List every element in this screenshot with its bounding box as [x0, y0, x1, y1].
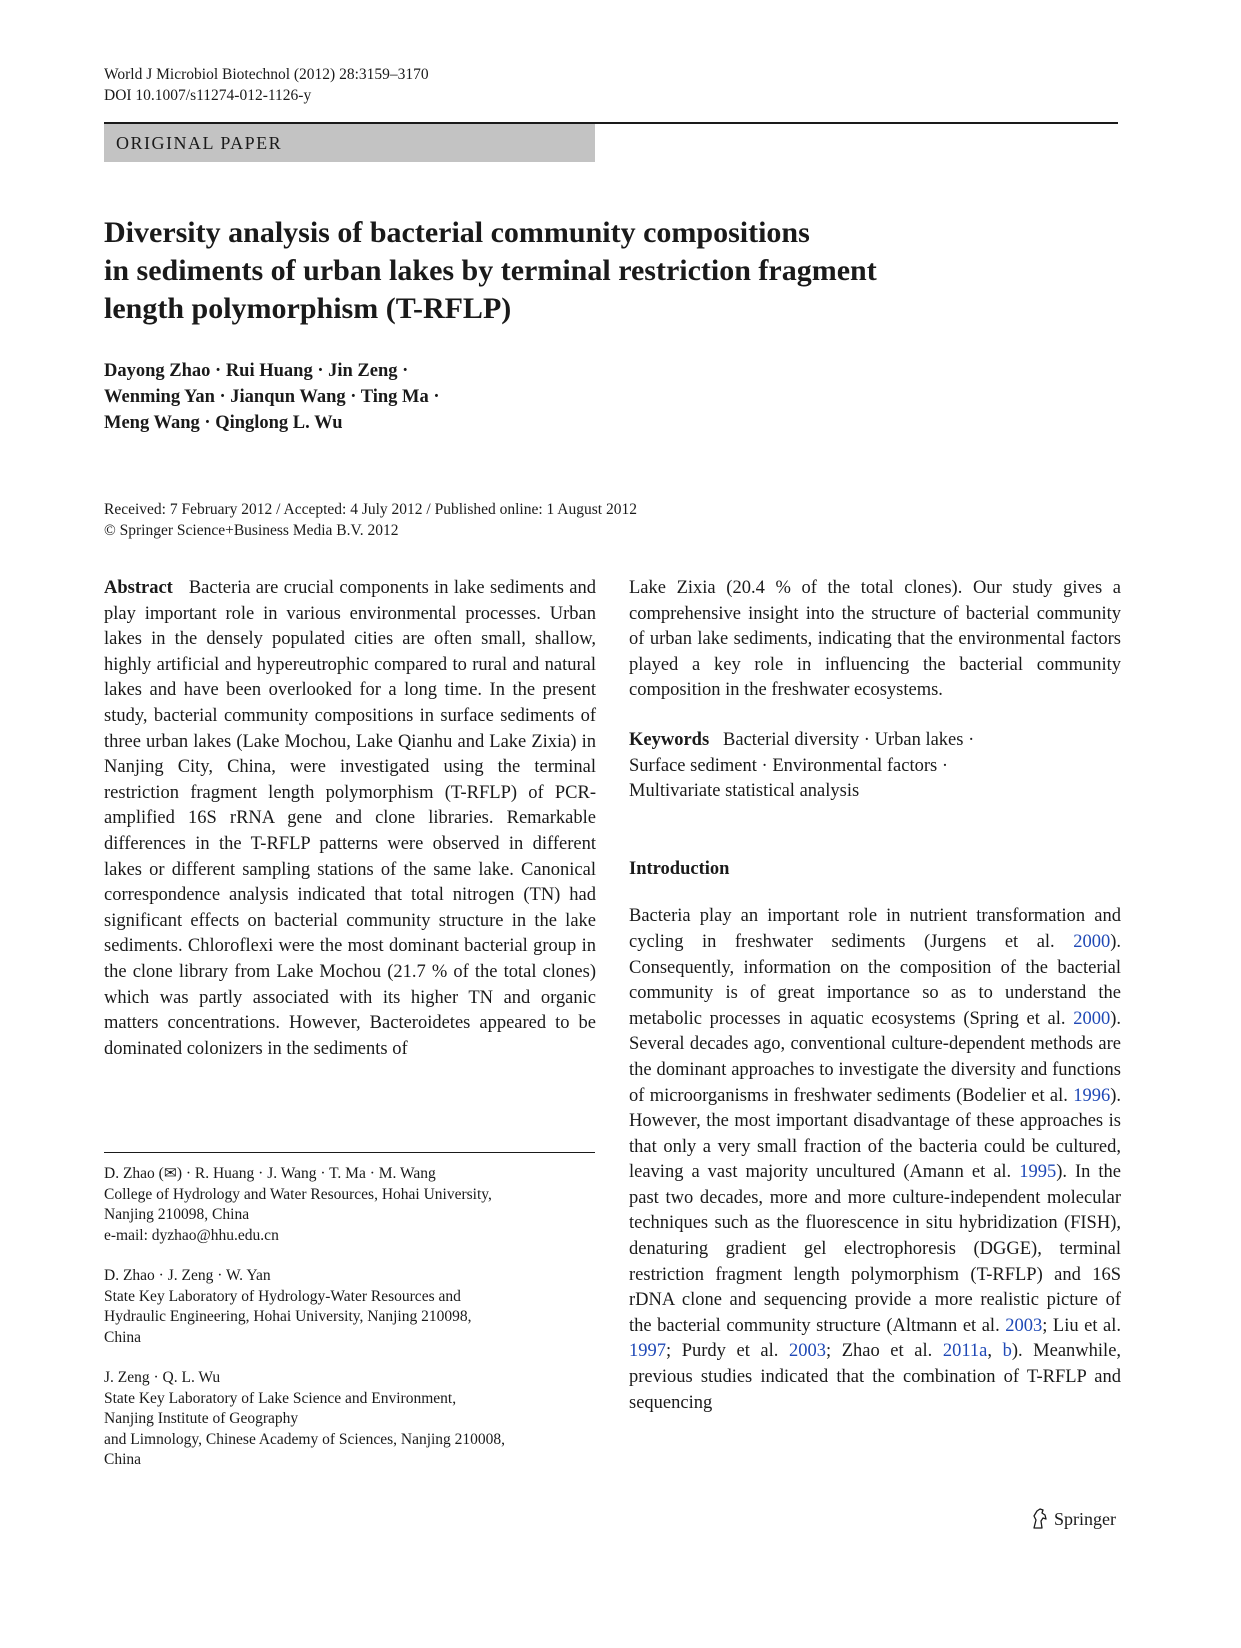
footnote-rule — [104, 1152, 595, 1153]
received-accepted-line: Received: 7 February 2012 / Accepted: 4 July 2012 / Published online: 1 August 2012 — [104, 501, 637, 518]
affiliation-line: Nanjing Institute of Geography — [104, 1410, 299, 1427]
introduction-paragraph: Bacteria play an important role in nutrient transformation and cycling in freshwater sediments (Jurgens et al. 2000). Consequently, information on the composition of the bacterial community is of great importance so as to understand the metabolic processes in aquatic ecosystems (Spring et al. 2000). Several decades ago, conventional culture-dependent methods are the dominant approaches to investigate the diversity and functions of microorganisms in freshwater sediments (Bodelier et al. 1996). However, the most important disadvantage of these approaches is that only a very small fraction of the bacteria could be cultured, leaving a vast majority uncultured (Amann et al. 1995). In the past two decades, more and more culture-independent molecular techniques such as the fluorescence in situ hybridization (FISH), denaturing gradient gel electrophoresis (DGGE), terminal restriction fragment length polymorphism (T-RFLP) and 16S rDNA clone and sequencing provide a more realistic picture of the bacterial community structure (Altmann et al. 2003; Liu et al. 1997; Purdy et al. 2003; Zhao et al. 2011a, b). Meanwhile, previous studies indicated that the combination of T-RFLP and sequencing — [629, 906, 1122, 1413]
publisher-footer — [1030, 1508, 1116, 1530]
author-line: Wenming Yan · Jianqun Wang · Ting Ma · — [104, 387, 440, 407]
citation-link[interactable]: 2003 — [1005, 1315, 1043, 1336]
keywords-paragraph — [629, 728, 1121, 805]
abstract-label: Abstract — [104, 578, 173, 598]
affiliation-line: China — [104, 1451, 142, 1468]
citation-link[interactable]: 2000 — [1073, 931, 1111, 952]
affiliation-line: Nanjing 210098, China — [104, 1206, 250, 1223]
affiliation-line: D. Zhao (✉) · R. Huang · J. Wang · T. Ma · M. Wang — [104, 1165, 436, 1182]
author-list — [104, 358, 440, 436]
affiliation-block — [104, 1266, 595, 1348]
affiliation-line: and Limnology, Chinese Academy of Sciences, Nanjing 210008, — [104, 1430, 506, 1448]
affiliation-line: J. Zeng · Q. L. Wu — [104, 1369, 221, 1386]
affiliation-line: College of Hydrology and Water Resources, Hohai University, — [104, 1185, 492, 1203]
copyright-line: © Springer Science+Business Media B.V. 2012 — [104, 522, 399, 539]
title-line: Diversity analysis of bacterial community compositions — [104, 216, 810, 249]
citation-link[interactable]: 2003 — [789, 1341, 826, 1362]
affiliation-block — [104, 1164, 595, 1246]
citation-link[interactable]: 1996 — [1073, 1085, 1111, 1106]
publication-dates — [104, 499, 637, 541]
keywords-line: Surface sediment · Environmental factors · — [629, 755, 949, 776]
journal-header — [104, 64, 429, 106]
springer-horse-icon — [1030, 1508, 1050, 1530]
journal-citation: World J Microbiol Biotechnol (2012) 28:3159–3170 — [104, 66, 429, 83]
affiliation-line: State Key Laboratory of Lake Science and Environment, — [104, 1389, 457, 1407]
affiliation-line: Hydraulic Engineering, Hohai University, Nanjing 210098, — [104, 1308, 472, 1325]
paper-title — [104, 214, 1104, 328]
abstract-paragraph — [104, 576, 596, 1062]
publisher-name: Springer — [1054, 1508, 1116, 1529]
citation-link[interactable]: 1995 — [1019, 1162, 1057, 1183]
article-type-label: ORIGINAL PAPER — [116, 133, 283, 153]
affiliation-line: D. Zhao · J. Zeng · W. Yan — [104, 1267, 271, 1284]
title-line: length polymorphism (T-RFLP) — [104, 292, 512, 325]
author-line: Meng Wang · Qinglong L. Wu — [104, 413, 343, 433]
introduction-heading: Introduction — [629, 858, 730, 879]
abstract-continuation: Lake Zixia (20.4 % of the total clones). Our study gives a comprehensive insight into the structure of bacterial community of urban lake sediments, indicating that the environmental factors played a key role in influencing the bacterial community composition in the freshwater ecosystems. — [629, 578, 1121, 701]
affiliation-block — [104, 1368, 595, 1471]
keywords-label: Keywords — [629, 729, 710, 750]
abstract-text: Bacteria are crucial components in lake sediments and play important role in various environmental processes. Urban lakes in the densely populated cities are often small, shallow, highly artificial and hypereutrophic compared to rural and natural lakes and have been overlooked for a long time. In the present study, bacterial community compositions in surface sediments of three urban lakes (Lake Mochou, Lake Qianhu and Lake Zixia) in Nanjing City, China, were investigated using the terminal restriction fragment length polymorphism (T-RFLP) of PCR-amplified 16S rRNA gene and clone libraries. Remarkable differences in the T-RFLP patterns were observed in different lakes or different sampling stations of the same lake. Canonical correspondence analysis indicated that total nitrogen (TN) had significant effects on bacterial community structure in the lake sediments. Chloroflexi were the most dominant bacterial group in the clone library from Lake Mochou (21.7 % of the total clones) which was partly associated with its higher TN and organic matters concentrations. However, Bacteroidetes appeared to be dominated colonizers in the sediments of — [104, 578, 596, 1059]
keywords-line: Bacterial diversity · Urban lakes · — [723, 729, 975, 750]
author-line: Dayong Zhao · Rui Huang · Jin Zeng · — [104, 361, 409, 381]
affiliation-line: China — [104, 1328, 142, 1346]
left-column — [104, 576, 596, 1062]
citation-link[interactable]: 2000 — [1073, 1008, 1111, 1029]
citation-link[interactable]: 1997 — [629, 1341, 666, 1362]
affiliation-line: State Key Laboratory of Hydrology-Water Resources and — [104, 1287, 461, 1305]
right-column — [629, 576, 1121, 1416]
affiliation-email[interactable]: e-mail: dyzhao@hhu.edu.cn — [104, 1226, 279, 1244]
article-type-band — [104, 124, 595, 162]
keywords-line: Multivariate statistical analysis — [629, 781, 860, 802]
citation-link[interactable]: b — [1002, 1341, 1012, 1362]
doi: DOI 10.1007/s11274-012-1126-y — [104, 87, 312, 104]
citation-link[interactable]: 2011a — [942, 1341, 988, 1362]
title-line: in sediments of urban lakes by terminal restriction fragment — [104, 254, 877, 287]
